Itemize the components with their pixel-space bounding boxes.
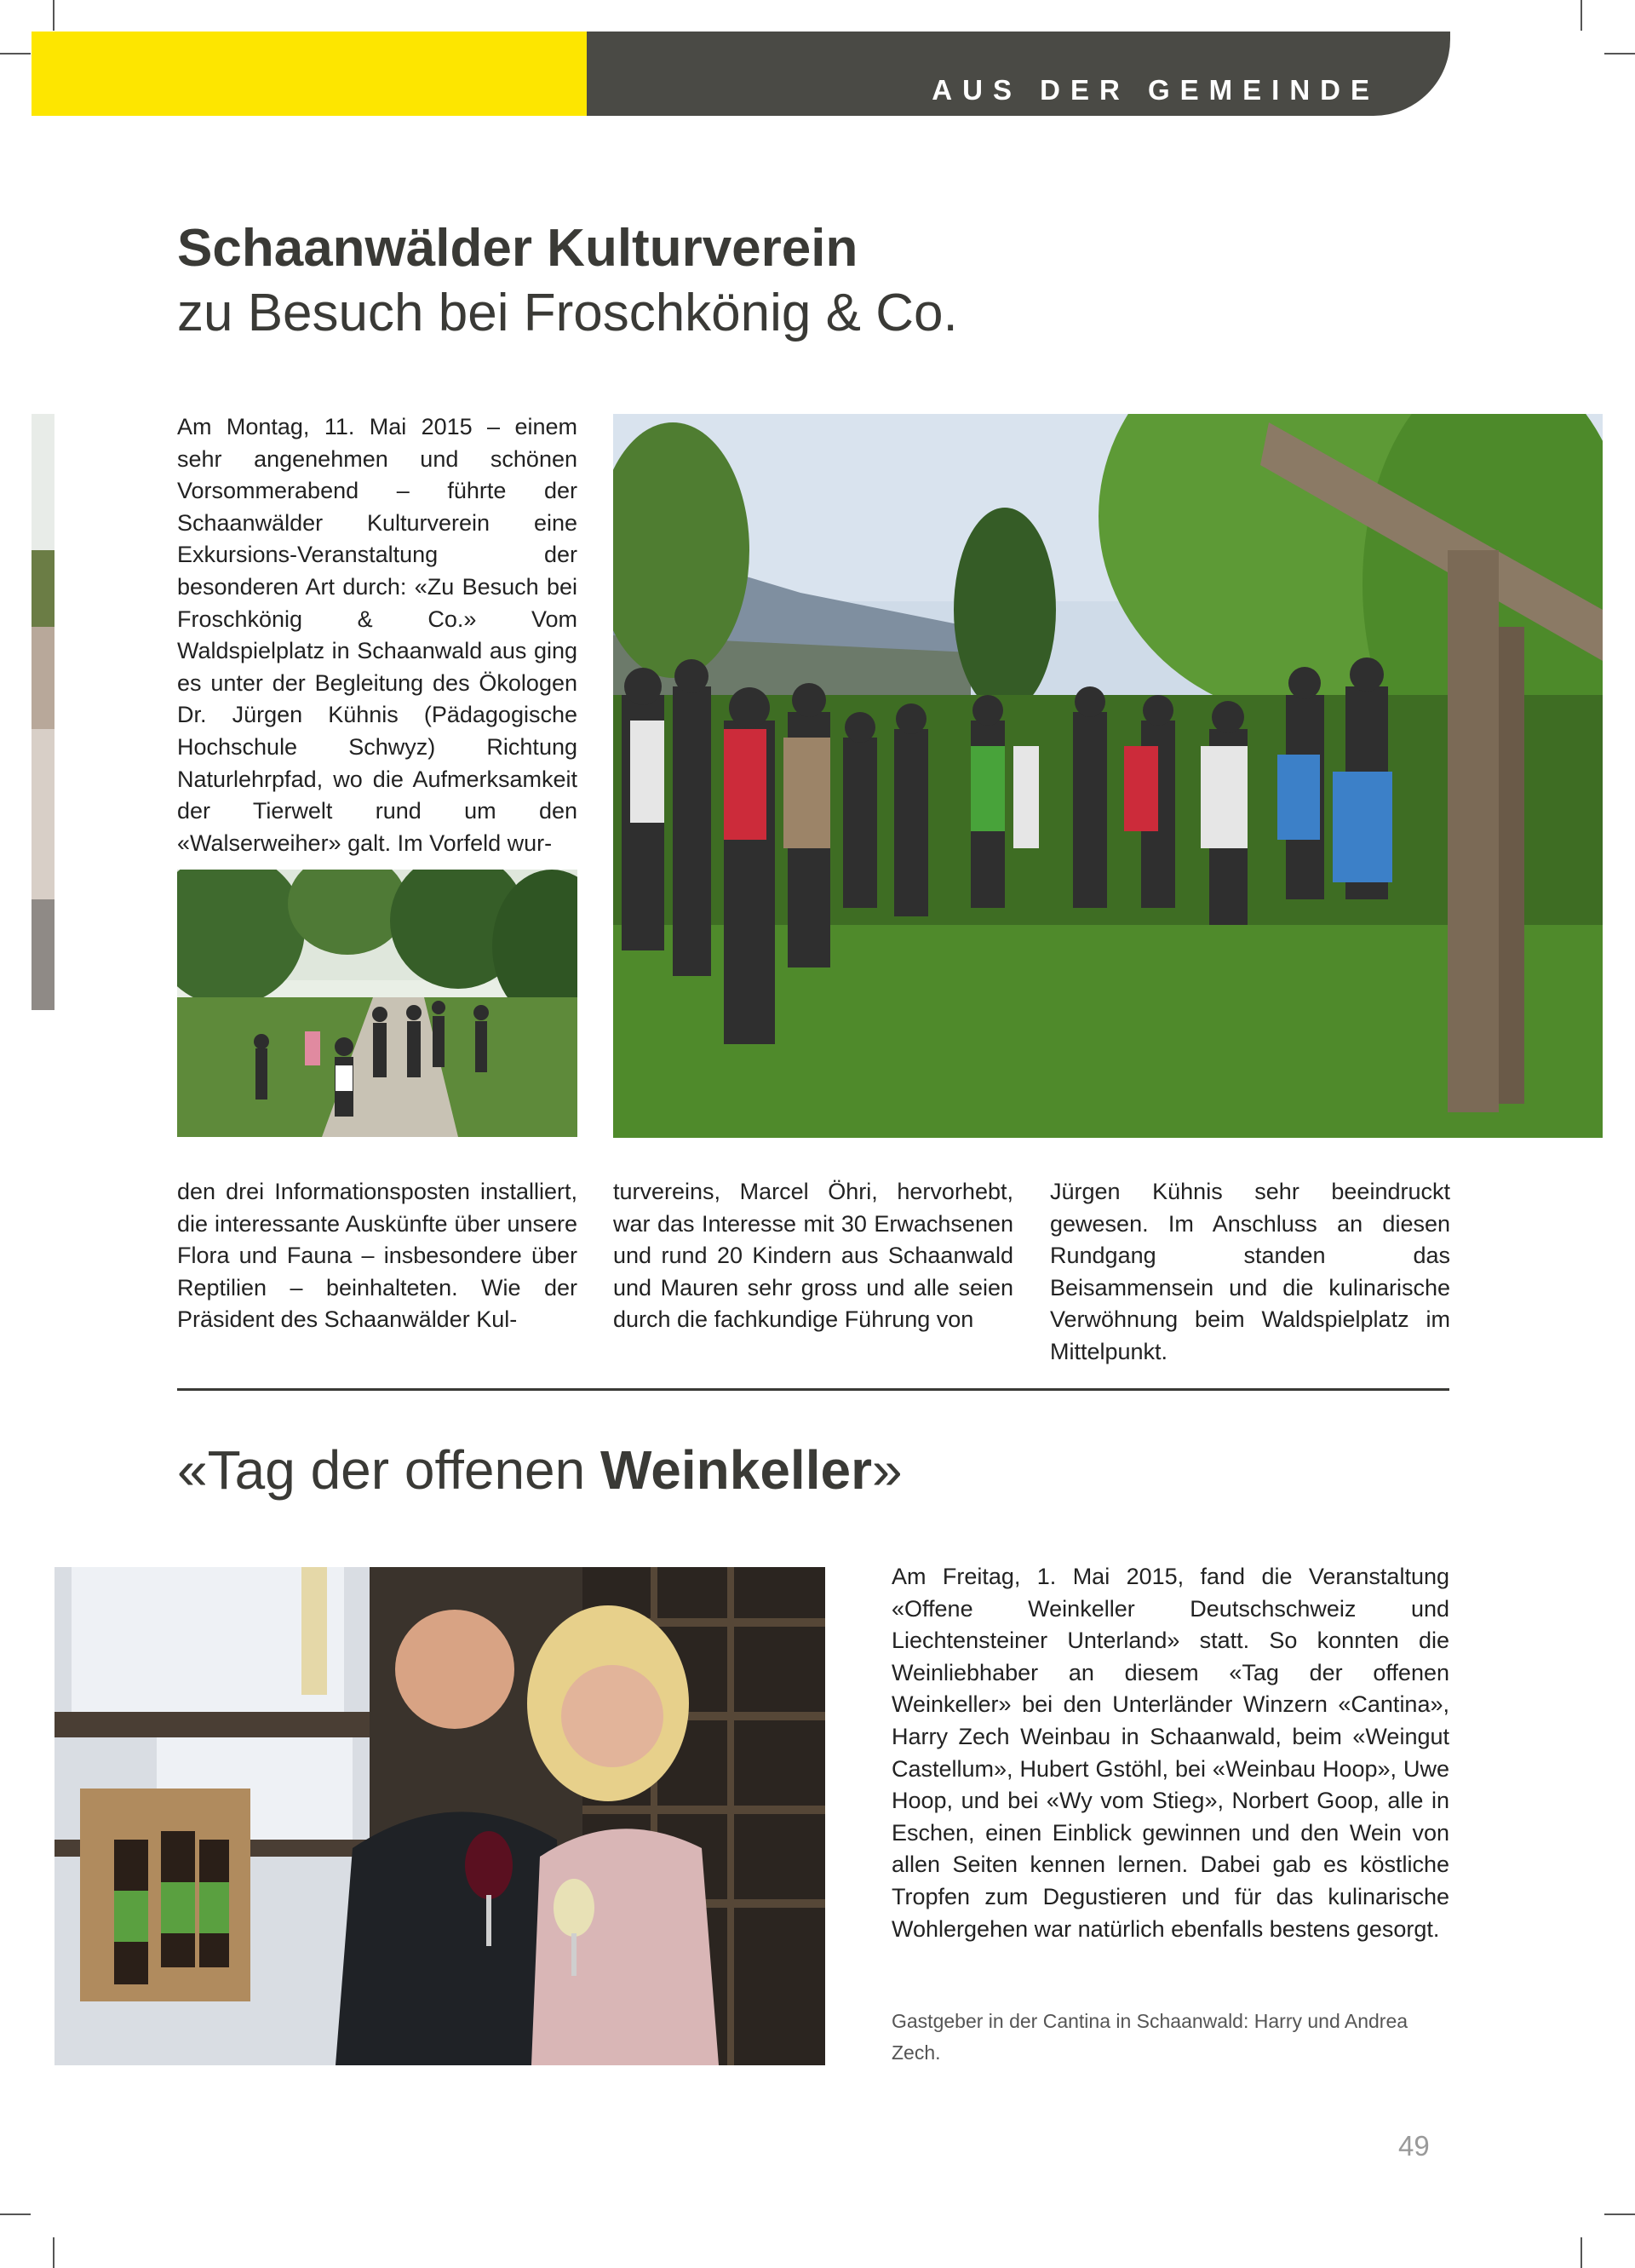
section-label: AUS DER GEMEINDE [932,74,1380,106]
crop-mark [53,2237,54,2268]
photo-wine-hosts [54,1567,825,2065]
article2-title [177,1438,903,1502]
photo-edge-strip [32,414,54,1010]
crop-mark [1604,53,1635,55]
article2-body: Am Freitag, 1. Mai 2015, fand die Veranstaltung «Offene Weinkeller Deutschschweiz und Liechtensteiner Unterland» statt. So konnten die Weinliebhaber an diesem «Tag der offenen Weinkeller» bei den Unterländer Winzern «Cantina», Harry Zech Weinbau in Schaanwald, beim «Weingut Castellum», Hubert Gstöhl, bei «Weinbau Hoop», Uwe Hoop, und bei «Wy vom Stieg», Norbert Goop, alle in Eschen, einen Einblick gewinnen und den Wein von allen Seiten kennen lernen. Dabei gab es köstliche Tropfen zum Degustieren und für das kulinarische Wohlergehen war natürlich ebenfalls bestens gesorgt. [892,1564,1449,1942]
section-divider [177,1388,1449,1391]
article-subtitle: zu Besuch bei Froschkönig & Co. [177,284,958,342]
photo-group-walking [177,870,577,1137]
photo-group-excursion [613,414,1603,1138]
crop-mark [1580,0,1582,31]
article2-title-suffix: » [871,1439,903,1501]
article-intro-text: Am Montag, 11. Mai 2015 – einem sehr angenehmen und schönen Vorsommerabend – führte der Schaanwälder Kulturverein eine Exkursions-Veranstaltung der besonderen Art durch: «Zu Besuch bei Froschkönig & Co.» Vom Waldspielplatz in Schaanwald aus ging es unter der Begleitung des Ökologen Dr. Jürgen Kühnis (Pädagogische Hochschule Schwyz) Richtung Naturlehrpfad, wo die Aufmerksamkeit der Tierwelt rund um den «Walserweiher» galt. Im Vorfeld wur- [177,414,577,856]
article-column-2: turvereins, Marcel Öhri, hervorhebt, war das Interesse mit 30 Erwachsenen und rund 20 Kindern aus Schaanwald und Mauren sehr gross und alle seien durch die fachkundige Führung von [613,1179,1013,1333]
article-column-3: Jürgen Kühnis sehr beeindruckt gewesen. Im Anschluss an diesen Rundgang standen das Beisammensein und die kulinarische Verwöhnung beim Waldspielplatz im Mittelpunkt. [1050,1179,1450,1364]
crop-mark [0,2213,31,2215]
header-accent-bar [32,32,587,116]
article2-title-prefix: «Tag der offenen [177,1439,600,1501]
photo-caption: Gastgeber in der Cantina in Schaanwald: Harry und Andrea Zech. [892,2010,1408,2064]
article2-title-bold: Weinkeller [600,1439,872,1501]
crop-mark [0,53,31,55]
article-title: Schaanwälder Kulturverein [177,219,858,278]
crop-mark [53,0,54,31]
crop-mark [1604,2213,1635,2215]
crop-mark [1580,2237,1582,2268]
page-number: 49 [1398,2130,1430,2162]
article-column-1: den drei Informationsposten installiert, die interessante Auskünfte über unsere Flora und Fauna – insbesondere über Reptilien – beinhalteten. Wie der Präsident des Schaanwälder Kul- [177,1179,577,1333]
